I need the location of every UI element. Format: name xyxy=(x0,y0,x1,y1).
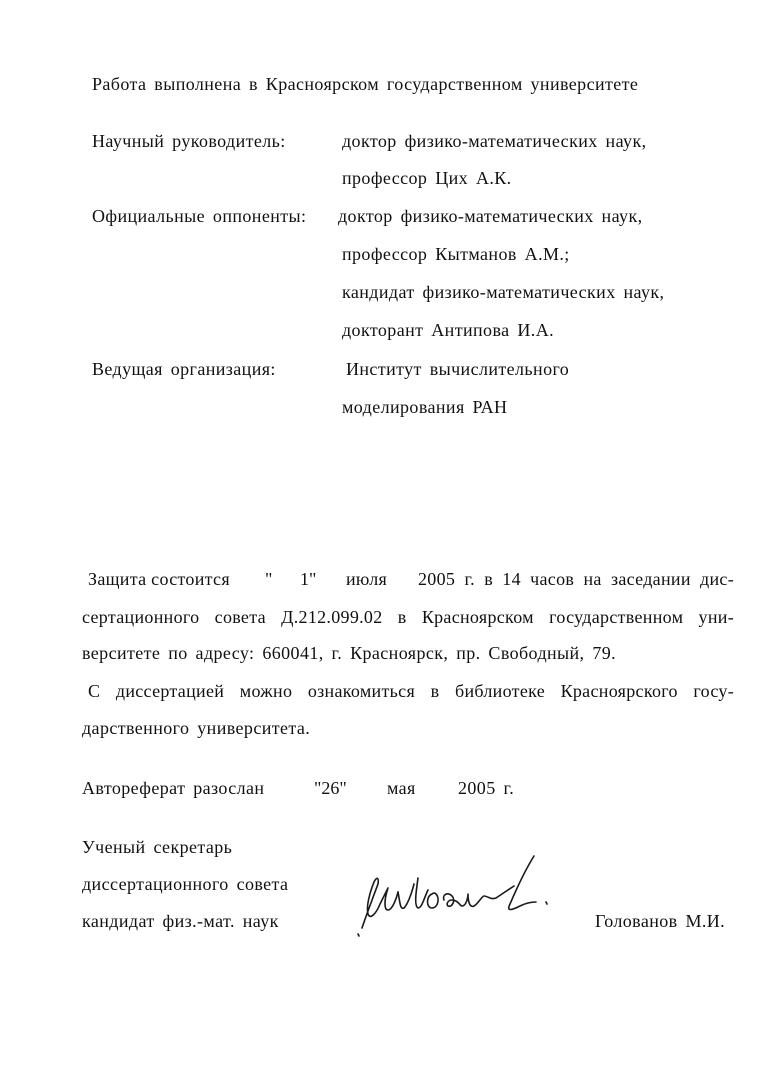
secretary-name: Голованов М.И. xyxy=(595,911,726,931)
intro-line: Работа выполнена в Красноярском государственном университете xyxy=(92,74,639,94)
handwritten-signature xyxy=(348,848,578,938)
defense-rest: 2005 г. в 14 часов на заседании дис- xyxy=(418,569,734,589)
defense-line-3: верситете по адресу: 660041, г. Красноярск, пр. Свободный, 79. xyxy=(82,643,617,663)
leading-org-line-2: моделирования РАН xyxy=(342,397,508,417)
supervisor-line-2: профессор Цих А.К. xyxy=(342,168,512,188)
supervisor-line-1: доктор физико-математических наук, xyxy=(342,131,647,151)
supervisor-label: Научный руководитель: xyxy=(92,131,286,151)
opponents-label: Официальные оппоненты: xyxy=(92,206,307,226)
mailing-day: "26" xyxy=(314,778,347,798)
mailing-year: 2005 г. xyxy=(458,778,515,798)
defense-open-quote: " xyxy=(265,569,273,589)
defense-line-2: сертационного совета Д.212.099.02 в Красноярском государственном уни- xyxy=(82,607,734,627)
library-line-2: дарственного университета. xyxy=(82,718,311,738)
secretary-line-1: Ученый секретарь xyxy=(82,837,233,857)
leading-org-line-1: Институт вычислительного xyxy=(346,359,570,379)
opponents-line-2: профессор Кытманов А.М.; xyxy=(342,244,570,264)
defense-month: июля xyxy=(346,569,388,589)
opponents-line-1: доктор физико-математических наук, xyxy=(338,206,643,226)
library-line-1: С диссертацией можно ознакомиться в библиотеке Красноярского госу- xyxy=(88,681,734,701)
opponents-line-3: кандидат физико-математических наук, xyxy=(342,282,665,302)
leading-org-label: Ведущая организация: xyxy=(92,359,276,379)
mailing-label: Автореферат разослан xyxy=(82,778,265,798)
defense-prefix: Защита состоится xyxy=(88,569,230,589)
secretary-line-2: диссертационного совета xyxy=(82,874,289,894)
defense-day: 1" xyxy=(300,569,317,589)
mailing-month: мая xyxy=(387,778,416,798)
opponents-line-4: докторант Антипова И.А. xyxy=(342,320,554,340)
secretary-line-3: кандидат физ.-мат. наук xyxy=(82,911,279,931)
